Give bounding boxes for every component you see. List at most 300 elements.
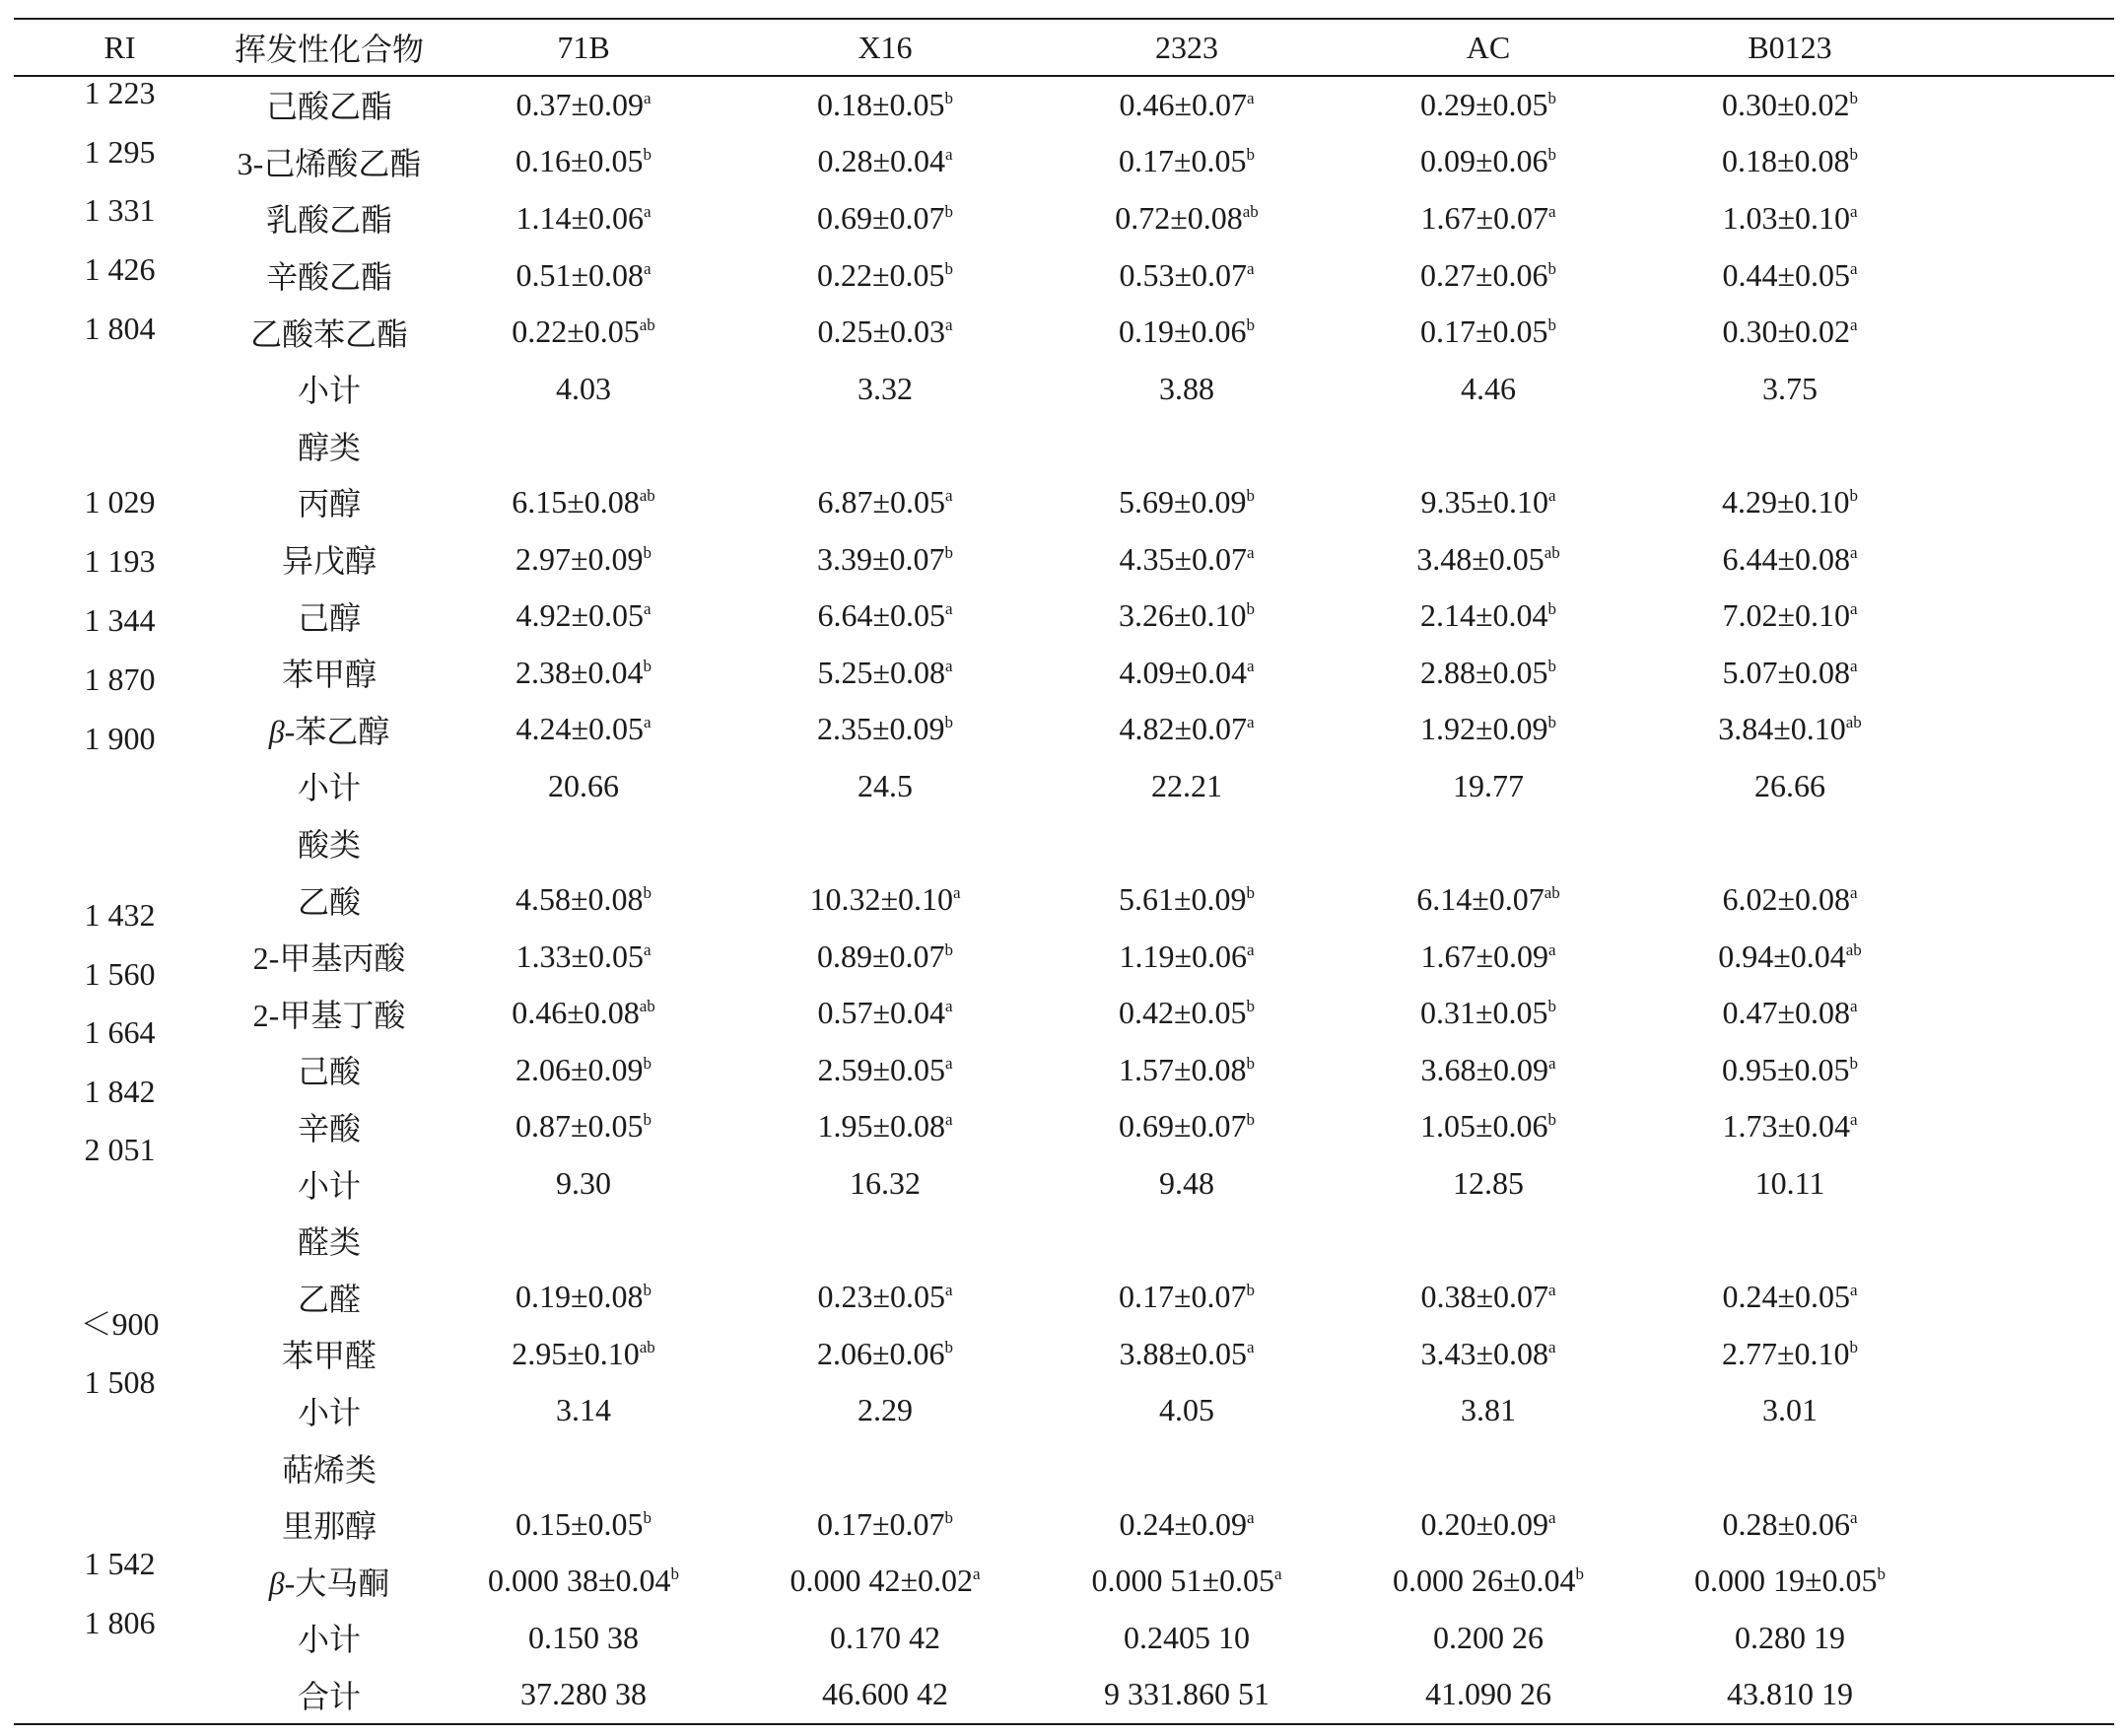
- value-cell: [734, 1336, 1036, 1372]
- value-cell: [1639, 597, 1941, 634]
- value-text: 0.000 51±0.05: [1091, 1562, 1274, 1599]
- significance-letter: b: [944, 713, 954, 732]
- significance-letter: a: [945, 1281, 953, 1300]
- value-cell: [1338, 597, 1639, 634]
- value-text: 0.87±0.05: [515, 1108, 644, 1145]
- significance-letter: a: [644, 939, 652, 959]
- value-text: 2.77±0.10: [1721, 1335, 1850, 1371]
- significance-letter: a: [1850, 656, 1858, 675]
- value-cell: [1639, 200, 1941, 237]
- value-text: 0.000 38±0.04: [487, 1562, 671, 1599]
- value-text: 12.85: [1453, 1165, 1524, 1202]
- significance-letter: a: [1548, 1507, 1556, 1527]
- value-text: 41.090 26: [1425, 1676, 1551, 1712]
- value-cell: [1036, 1676, 1338, 1712]
- table-row: [14, 1269, 2114, 1326]
- value-cell: [734, 371, 1036, 407]
- value-text: 7.02±0.10: [1722, 597, 1850, 634]
- value-text: 0.17±0.05: [1419, 313, 1548, 350]
- value-cell: [734, 1279, 1036, 1315]
- value-cell: [1639, 143, 1941, 179]
- significance-letter: a: [1247, 258, 1255, 278]
- value-cell: [1639, 1052, 1941, 1088]
- significance-letter: a: [1274, 1564, 1282, 1584]
- value-text: 5.07±0.08: [1722, 654, 1850, 690]
- value-cell: [1338, 1052, 1639, 1088]
- significance-letter: b: [1246, 145, 1256, 165]
- value-cell: [734, 200, 1036, 237]
- value-text: 0.57±0.04: [817, 995, 945, 1031]
- value-text: 0.2405 10: [1124, 1619, 1250, 1655]
- value-text: 1.95±0.08: [817, 1108, 945, 1145]
- value-text: 0.000 42±0.02: [789, 1562, 973, 1599]
- value-cell: [433, 1165, 734, 1202]
- value-text: 10.32±0.10: [809, 881, 953, 918]
- value-cell: [1036, 995, 1338, 1031]
- value-text: 4.09±0.04: [1119, 654, 1247, 690]
- ri-value: 1 426: [84, 251, 156, 287]
- significance-letter: b: [944, 1507, 954, 1527]
- value-text: 3.48±0.05: [1416, 540, 1545, 577]
- table-row: [14, 1382, 2114, 1439]
- ri-value: 1 029: [84, 484, 156, 520]
- value-cell: [433, 1676, 734, 1712]
- value-cell: [734, 1165, 1036, 1202]
- value-text: 0.23±0.05: [817, 1279, 945, 1315]
- value-cell: [1639, 768, 1941, 804]
- significance-letter: b: [1246, 315, 1256, 335]
- value-cell: [433, 200, 734, 237]
- table-row: [14, 644, 2114, 701]
- significance-letter: b: [643, 1281, 652, 1300]
- significance-letter: a: [1247, 713, 1255, 732]
- compound-name: 小计: [297, 1167, 361, 1204]
- value-text: 1.03±0.10: [1722, 199, 1850, 236]
- value-cell: [433, 1052, 734, 1088]
- value-cell: [433, 1562, 734, 1599]
- table-row: [14, 1439, 2114, 1496]
- value-cell: [1338, 711, 1639, 747]
- table-row: [14, 1666, 2114, 1723]
- significance-letter: a: [945, 656, 953, 675]
- significance-letter: ab: [1845, 939, 1862, 959]
- header-sample: AC: [1466, 29, 1511, 65]
- value-cell: [433, 938, 734, 975]
- significance-letter: b: [1547, 656, 1557, 675]
- value-cell: [433, 313, 734, 350]
- value-cell: [433, 143, 734, 179]
- value-text: 3.39±0.07: [816, 540, 945, 577]
- significance-letter: a: [953, 883, 961, 903]
- table-row: [14, 304, 2114, 361]
- value-text: 1.14±0.06: [515, 199, 644, 236]
- value-text: 3.75: [1762, 370, 1818, 406]
- significance-letter: b: [643, 1507, 652, 1527]
- significance-letter: a: [644, 258, 652, 278]
- significance-letter: b: [944, 88, 954, 107]
- ri-value: 2 051: [84, 1132, 156, 1167]
- compound-name: 小计: [297, 373, 361, 409]
- table-row: [14, 758, 2114, 815]
- significance-letter: b: [1547, 997, 1557, 1016]
- value-text: 3.26±0.10: [1118, 597, 1247, 634]
- value-cell: [1036, 1279, 1338, 1315]
- significance-letter: a: [1247, 1337, 1255, 1356]
- table-row: [14, 360, 2114, 417]
- value-cell: [433, 541, 734, 578]
- value-text: 6.87±0.05: [817, 483, 945, 520]
- table-row: [14, 1610, 2114, 1667]
- value-cell: [734, 1392, 1036, 1428]
- value-text: 4.24±0.05: [515, 711, 644, 747]
- value-text: 0.17±0.05: [1118, 143, 1247, 179]
- table-row: [14, 871, 2114, 933]
- value-cell: [1036, 541, 1338, 578]
- value-cell: [1338, 1676, 1639, 1712]
- value-text: 3.14: [556, 1392, 611, 1428]
- value-cell: [1338, 1108, 1639, 1145]
- value-cell: [734, 484, 1036, 521]
- value-text: 9 331.860 51: [1104, 1676, 1270, 1712]
- header-compound: 挥发性化合物: [234, 32, 424, 67]
- significance-letter: b: [1849, 88, 1859, 107]
- value-text: 0.27±0.06: [1419, 256, 1548, 293]
- value-cell: [433, 1336, 734, 1372]
- value-text: 2.88±0.05: [1419, 654, 1548, 690]
- value-text: 0.19±0.06: [1118, 313, 1247, 350]
- significance-letter: a: [945, 599, 953, 619]
- value-cell: [433, 655, 734, 691]
- table-row: [14, 77, 2114, 134]
- significance-letter: b: [1849, 1053, 1859, 1073]
- value-cell: [1036, 484, 1338, 521]
- significance-letter: b: [1246, 485, 1256, 505]
- significance-letter: b: [1547, 315, 1557, 335]
- significance-letter: ab: [1544, 883, 1560, 903]
- significance-letter: a: [1548, 1337, 1556, 1356]
- value-cell: [1639, 1279, 1941, 1315]
- value-text: 4.29±0.10: [1721, 483, 1850, 520]
- table-row: [14, 417, 2114, 474]
- value-cell: [1036, 371, 1338, 407]
- significance-letter: a: [1247, 656, 1255, 675]
- ri-value: 1 870: [84, 661, 156, 697]
- significance-letter: a: [644, 599, 652, 619]
- compound-name: 丙醇: [297, 486, 361, 522]
- value-cell: [734, 1676, 1036, 1712]
- ri-value: ＜900: [80, 1306, 160, 1342]
- table-row: [14, 1553, 2114, 1610]
- value-cell: [1639, 1336, 1941, 1372]
- value-text: 0.46±0.08: [512, 995, 640, 1031]
- significance-letter: a: [1548, 1281, 1556, 1300]
- significance-letter: a: [644, 201, 652, 221]
- value-text: 0.44±0.05: [1722, 256, 1850, 293]
- value-text: 4.58±0.08: [515, 881, 644, 918]
- compound-name: 小计: [297, 770, 361, 806]
- value-text: 0.000 19±0.05: [1693, 1562, 1878, 1599]
- value-text: 1.19±0.06: [1119, 937, 1247, 974]
- value-cell: [1338, 655, 1639, 691]
- value-cell: [1036, 597, 1338, 634]
- ri-value: 1 223: [84, 75, 156, 110]
- value-text: 0.19±0.08: [515, 1279, 644, 1315]
- table-row: [14, 985, 2114, 1042]
- value-text: 2.97±0.09: [515, 540, 644, 577]
- value-text: 0.000 26±0.04: [1392, 1562, 1576, 1599]
- value-cell: [1639, 541, 1941, 578]
- value-cell: [433, 1279, 734, 1315]
- header-ri: RI: [103, 29, 136, 65]
- value-text: 5.25±0.08: [817, 654, 945, 690]
- value-cell: [433, 995, 734, 1031]
- significance-letter: a: [1850, 1110, 1858, 1130]
- value-text: 20.66: [548, 767, 619, 803]
- compound-name: β-大马酮: [268, 1564, 390, 1601]
- significance-letter: a: [945, 997, 953, 1016]
- compound-name: 乳酸乙酯: [265, 202, 392, 239]
- significance-letter: ab: [1544, 542, 1560, 562]
- value-text: 0.53±0.07: [1119, 256, 1247, 293]
- value-text: 5.61±0.09: [1118, 881, 1247, 918]
- ri-value: 1 344: [84, 602, 156, 638]
- value-text: 0.37±0.09: [515, 86, 644, 122]
- value-text: 37.280 38: [520, 1676, 647, 1712]
- significance-letter: b: [944, 201, 954, 221]
- value-cell: [433, 597, 734, 634]
- value-text: 0.28±0.04: [817, 143, 945, 179]
- value-text: 0.170 42: [830, 1619, 940, 1655]
- value-text: 0.18±0.08: [1721, 143, 1850, 179]
- table-row: [14, 246, 2114, 304]
- value-text: 3.68±0.09: [1420, 1051, 1548, 1087]
- value-text: 4.05: [1159, 1392, 1214, 1428]
- value-cell: [734, 1052, 1036, 1088]
- compound-name: 乙酸: [297, 883, 361, 920]
- value-text: 0.94±0.04: [1718, 937, 1846, 974]
- table-row: [14, 1042, 2114, 1099]
- value-cell: [1639, 1676, 1941, 1712]
- value-cell: [1338, 768, 1639, 804]
- value-text: 3.84±0.10: [1718, 711, 1846, 747]
- value-text: 0.42±0.05: [1118, 995, 1247, 1031]
- value-text: 0.22±0.05: [512, 313, 640, 350]
- value-cell: [1338, 313, 1639, 350]
- value-text: 4.35±0.07: [1119, 540, 1247, 577]
- significance-letter: a: [973, 1564, 981, 1584]
- significance-letter: b: [944, 1337, 954, 1356]
- value-text: 0.46±0.07: [1119, 86, 1247, 122]
- value-cell: [1639, 995, 1941, 1031]
- value-text: 4.03: [556, 370, 611, 406]
- header-sample: 71B: [557, 29, 610, 65]
- value-text: 2.14±0.04: [1419, 597, 1548, 634]
- value-cell: [1639, 484, 1941, 521]
- value-text: 0.17±0.07: [1118, 1279, 1247, 1315]
- significance-letter: b: [643, 656, 652, 675]
- value-cell: [1639, 257, 1941, 294]
- table-row: [14, 588, 2114, 645]
- value-text: 0.200 26: [1433, 1619, 1544, 1655]
- ri-value: 1 432: [84, 897, 156, 933]
- value-text: 0.20±0.09: [1420, 1505, 1548, 1542]
- compound-name: 己酸: [297, 1054, 361, 1090]
- value-cell: [1338, 1165, 1639, 1202]
- value-cell: [1338, 143, 1639, 179]
- value-text: 43.810 19: [1727, 1676, 1853, 1712]
- significance-letter: b: [1547, 713, 1557, 732]
- compound-name: 酸类: [297, 827, 361, 864]
- compound-name: 辛酸乙酯: [265, 259, 392, 296]
- header-sample: X16: [858, 29, 913, 65]
- value-cell: [1036, 1052, 1338, 1088]
- value-cell: [1639, 1620, 1941, 1656]
- value-cell: [734, 768, 1036, 804]
- significance-letter: b: [1246, 1053, 1256, 1073]
- value-text: 0.150 38: [528, 1619, 639, 1655]
- value-text: 3.88: [1159, 370, 1214, 406]
- value-text: 0.17±0.07: [816, 1505, 945, 1542]
- value-text: 0.09±0.06: [1419, 143, 1548, 179]
- value-cell: [1338, 1620, 1639, 1656]
- ri-value: 1 542: [84, 1546, 156, 1581]
- value-text: 0.30±0.02: [1721, 86, 1850, 122]
- value-cell: [1338, 87, 1639, 123]
- compound-name: β-苯乙醇: [268, 713, 390, 749]
- significance-letter: b: [1849, 1337, 1859, 1356]
- value-cell: [1338, 1392, 1639, 1428]
- value-text: 1.33±0.05: [515, 937, 644, 974]
- significance-letter: a: [1850, 201, 1858, 221]
- significance-letter: a: [1850, 997, 1858, 1016]
- ri-value: 1 900: [84, 721, 156, 756]
- value-cell: [734, 597, 1036, 634]
- value-cell: [433, 87, 734, 123]
- value-text: 3.43±0.08: [1420, 1335, 1548, 1371]
- compound-name: 醛类: [297, 1224, 361, 1261]
- significance-letter: a: [1850, 1281, 1858, 1300]
- value-text: 1.67±0.07: [1420, 199, 1548, 236]
- compound-name: 小计: [297, 1622, 361, 1658]
- value-cell: [1338, 541, 1639, 578]
- value-text: 4.92±0.05: [515, 597, 644, 634]
- value-cell: [433, 371, 734, 407]
- value-cell: [734, 143, 1036, 179]
- significance-letter: b: [1246, 997, 1256, 1016]
- significance-letter: b: [1849, 145, 1859, 165]
- compound-name: 乙醛: [297, 1281, 361, 1317]
- compound-name: 里那醇: [281, 1508, 377, 1545]
- value-cell: [1338, 257, 1639, 294]
- significance-letter: a: [945, 315, 953, 335]
- ri-value: 1 560: [84, 956, 156, 992]
- value-cell: [1036, 143, 1338, 179]
- value-cell: [433, 1506, 734, 1543]
- significance-letter: b: [1849, 485, 1859, 505]
- value-cell: [1036, 1506, 1338, 1543]
- ri-value: 1 193: [84, 543, 156, 579]
- value-cell: [1036, 1620, 1338, 1656]
- significance-letter: b: [1547, 1110, 1557, 1130]
- value-text: 0.29±0.05: [1419, 86, 1548, 122]
- ri-value: 1 664: [84, 1014, 156, 1050]
- significance-letter: b: [1547, 258, 1557, 278]
- value-cell: [1036, 1562, 1338, 1599]
- value-cell: [1639, 1392, 1941, 1428]
- value-text: 0.38±0.07: [1420, 1279, 1548, 1315]
- value-cell: [734, 1506, 1036, 1543]
- header-sample: B0123: [1748, 29, 1832, 65]
- significance-letter: a: [1548, 201, 1556, 221]
- value-cell: [734, 87, 1036, 123]
- compound-name: 3-己烯酸乙酯: [237, 145, 422, 181]
- compound-name: 2-甲基丙酸: [252, 940, 406, 977]
- data-table: [14, 18, 2114, 1725]
- value-cell: [1036, 881, 1338, 918]
- significance-letter: b: [1547, 599, 1557, 619]
- value-text: 2.29: [858, 1392, 913, 1428]
- header-row: [14, 20, 2114, 75]
- significance-letter: a: [1247, 939, 1255, 959]
- significance-letter: b: [1575, 1564, 1585, 1584]
- compound-name: 2-甲基丁酸: [252, 997, 406, 1033]
- value-cell: [1639, 313, 1941, 350]
- value-text: 0.16±0.05: [515, 143, 644, 179]
- significance-letter: b: [1246, 599, 1256, 619]
- header-sample: 2323: [1155, 29, 1218, 65]
- value-cell: [1639, 655, 1941, 691]
- value-text: 3.32: [858, 370, 913, 406]
- value-cell: [1338, 371, 1639, 407]
- value-cell: [1036, 1108, 1338, 1145]
- value-cell: [1338, 200, 1639, 237]
- ri-value: 1 806: [84, 1605, 156, 1640]
- value-text: 46.600 42: [822, 1676, 948, 1712]
- value-cell: [734, 257, 1036, 294]
- value-text: 0.51±0.08: [515, 256, 644, 293]
- value-text: 2.59±0.05: [817, 1051, 945, 1087]
- value-cell: [734, 1108, 1036, 1145]
- value-text: 9.35±0.10: [1420, 483, 1548, 520]
- value-text: 2.06±0.09: [515, 1051, 644, 1087]
- significance-letter: b: [944, 542, 954, 562]
- value-text: 3.88±0.05: [1119, 1335, 1247, 1371]
- ri-value: 1 331: [84, 192, 156, 228]
- significance-letter: a: [945, 1053, 953, 1073]
- value-text: 1.73±0.04: [1722, 1108, 1850, 1145]
- table-row: [14, 530, 2114, 588]
- value-text: 0.28±0.06: [1722, 1505, 1850, 1542]
- value-cell: [734, 995, 1036, 1031]
- value-text: 1.92±0.09: [1419, 711, 1548, 747]
- significance-letter: ab: [639, 1337, 655, 1356]
- value-cell: [1639, 87, 1941, 123]
- significance-letter: b: [1246, 1110, 1256, 1130]
- value-cell: [433, 484, 734, 521]
- significance-letter: a: [1247, 88, 1255, 107]
- significance-letter: a: [1850, 258, 1858, 278]
- value-cell: [1036, 200, 1338, 237]
- compound-name: 合计: [297, 1678, 361, 1714]
- value-text: 0.47±0.08: [1722, 995, 1850, 1031]
- value-text: 24.5: [858, 767, 913, 803]
- significance-letter: a: [1247, 1507, 1255, 1527]
- value-text: 6.64±0.05: [817, 597, 945, 634]
- significance-letter: b: [643, 1053, 652, 1073]
- value-cell: [1639, 1108, 1941, 1145]
- table-row: [14, 1098, 2114, 1155]
- value-cell: [1639, 881, 1941, 918]
